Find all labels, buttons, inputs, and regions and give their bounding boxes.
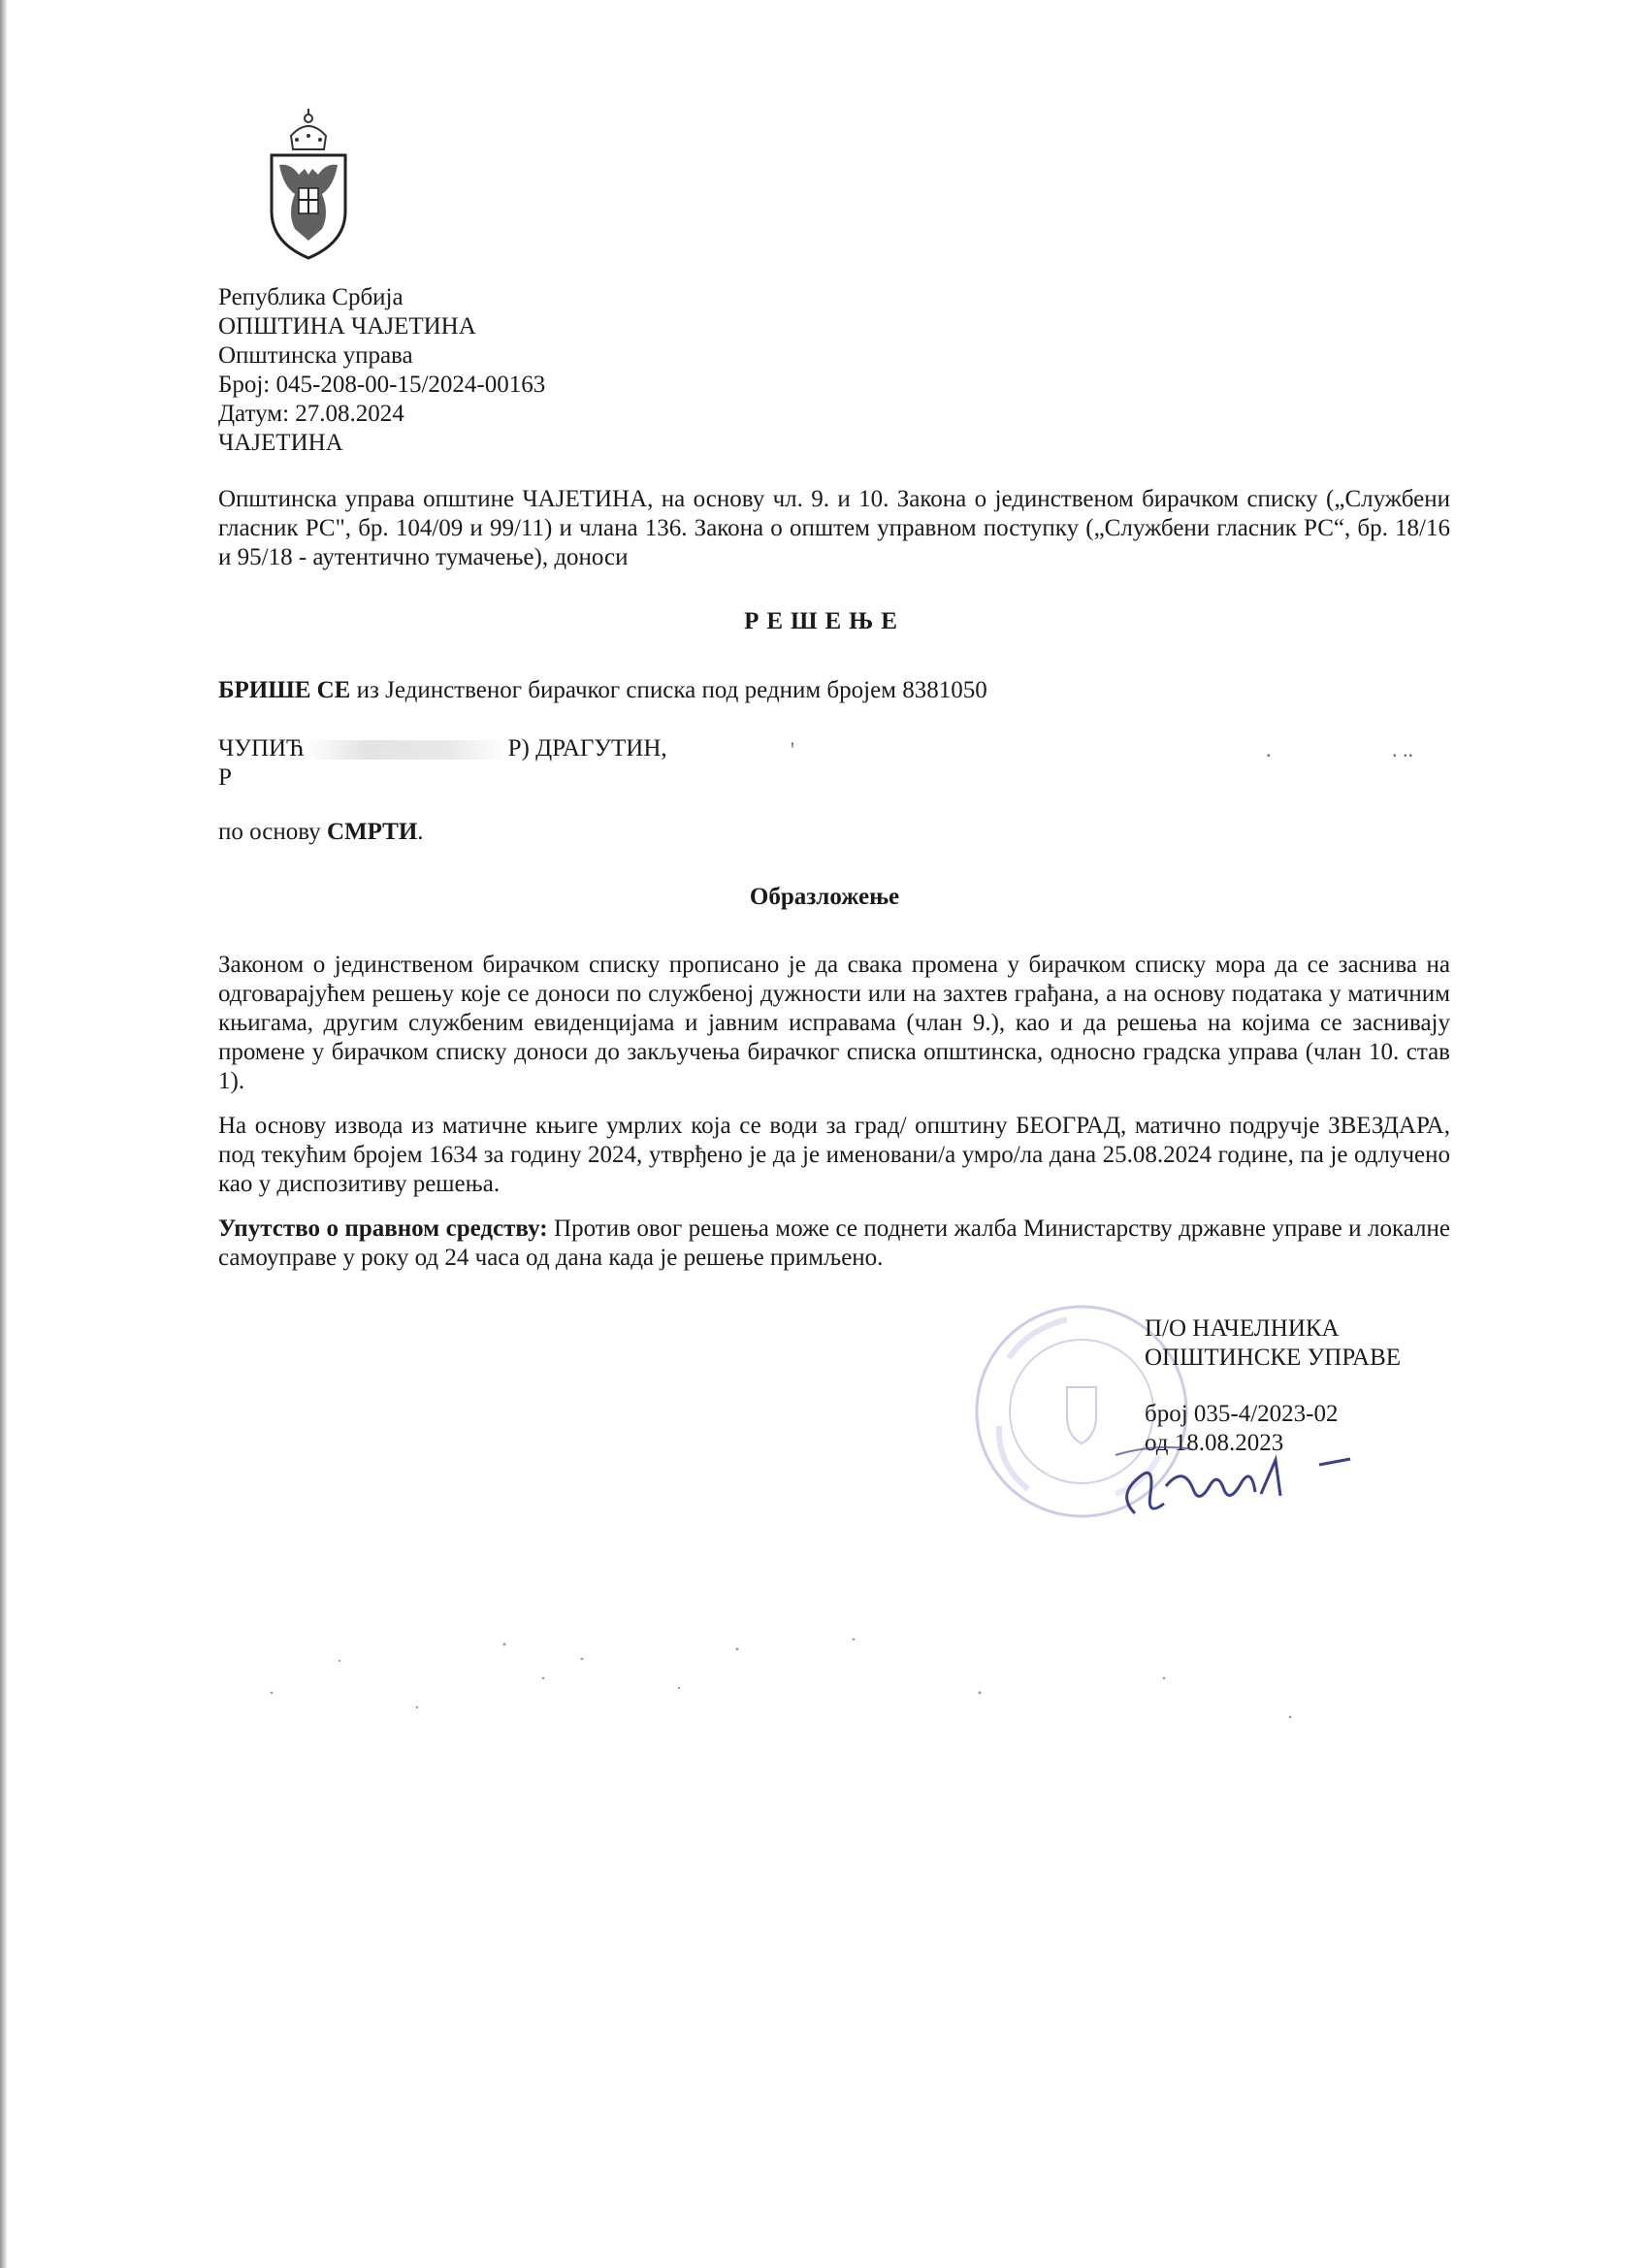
- basis-prefix: по основу: [218, 819, 327, 845]
- document-header: [218, 283, 545, 458]
- legal-remedy-text: Против овог решења може се поднети жалба Министарству државне управе и локалне самоуправе у року од 24 часа од дана када је решење примљено.: [218, 1215, 1450, 1271]
- document-title: РЕШЕЊЕ: [744, 608, 905, 634]
- coat-of-arms-icon: [262, 107, 355, 262]
- decision-text: из Јединственог бирачког списка под редним бројем 8381050: [350, 677, 987, 703]
- intro-paragraph: Општинска управа општине ЧАЈЕТИНА, на основу чл. 9. и 10. Закона о јединственом бирачком списку („Службени гласник РС", бр. 104/09 и 99/11) и члана 136. Закона о општем управном поступку („Службени гласник РС“, бр. 18/16 и 95/18 - аутентично тумачење), доноси: [218, 486, 1450, 570]
- basis-line: [218, 818, 424, 847]
- document-number: Број: 045-208-00-15/2024-00163: [218, 372, 546, 398]
- authorization-date: од 18.08.2023: [1145, 1430, 1284, 1456]
- authorization-number: број 035-4/2023-02: [1145, 1401, 1339, 1427]
- scan-mark: .: [1266, 737, 1272, 761]
- handwritten-signature-icon: [1096, 1436, 1387, 1523]
- person-name: Р) ДРАГУТИН,: [507, 735, 667, 761]
- person-line-2: [218, 763, 232, 793]
- redaction-mark: [305, 740, 508, 760]
- reasoning-paragraph-2: На основу извода из матичне књиге умрлих која се води за град/ општину БЕОГРАД, матично подручје ЗВЕЗДАРА, под текућим бројем 1634 за годину 2024, утврђено је да је именовани/а умро/ла дана 25.08.2024 године, па је одлучено као у диспозитиву решења.: [218, 1113, 1450, 1197]
- scan-edge: [0, 0, 8, 2268]
- document-date: Датум: 27.08.2024: [218, 401, 404, 427]
- basis-reason: СМРТИ: [326, 819, 418, 845]
- legal-remedy-label: Упутство о правном средству:: [218, 1215, 548, 1242]
- signatory-title-1: П/О НАЧЕЛНИКА: [1145, 1315, 1340, 1342]
- municipality-name: ОПШТИНА ЧАЈЕТИНА: [218, 313, 476, 340]
- decision-lead: БРИШЕ СЕ: [218, 677, 351, 703]
- scan-mark: . ..: [1392, 737, 1413, 761]
- person-line: [218, 734, 667, 763]
- office-name: Општинска управа: [218, 342, 413, 369]
- reasoning-heading: Образложење: [749, 884, 900, 910]
- decision-line: [218, 676, 987, 705]
- scan-mark: ': [791, 737, 794, 761]
- country-name: Република Србија: [218, 284, 404, 310]
- basis-suffix: .: [417, 819, 424, 845]
- city-name: ЧАЈЕТИНА: [218, 430, 343, 456]
- signatory-title-2: ОПШТИНСКЕ УПРАВЕ: [1145, 1345, 1402, 1371]
- legal-remedy-paragraph: [218, 1215, 1450, 1273]
- reasoning-paragraph-1: Законом о јединственом бирачком списку прописано је да свака промена у бирачком списку мора да се заснива на одговарајућем решењу које се доноси по службеној дужности или на захтев грађана, а на основу података у матичним књигама, другим службеним евиденцијама и јавним исправама (члан 9.), као и да решења на којима се заснивају промене у бирачком списку доноси до закључења бирачког списка општинска, односно градска управа (члан 10. став 1).: [218, 952, 1450, 1094]
- person-surname: ЧУПИЋ: [218, 735, 305, 761]
- person-line2-text: Р: [218, 764, 232, 791]
